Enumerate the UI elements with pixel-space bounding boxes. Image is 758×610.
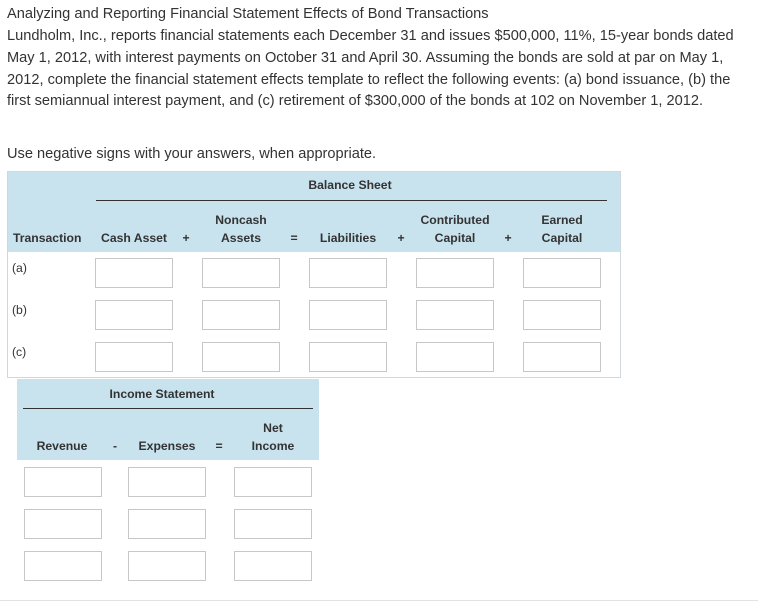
expenses-input-b[interactable] <box>128 509 206 539</box>
revenue-input-a[interactable] <box>24 467 102 497</box>
plus-sign: + <box>182 231 190 245</box>
contributed-capital-input-c[interactable] <box>416 342 494 372</box>
revenue-input-b[interactable] <box>24 509 102 539</box>
net-income-input-b[interactable] <box>234 509 312 539</box>
liabilities-input-a[interactable] <box>309 258 387 288</box>
cash-asset-input-b[interactable] <box>95 300 173 330</box>
income-statement-title: Income Statement <box>109 387 215 401</box>
col-noncash-line2: Assets <box>221 231 261 245</box>
liabilities-input-b[interactable] <box>309 300 387 330</box>
col-expenses: Expenses <box>138 439 196 453</box>
col-net-line2: Income <box>251 439 295 453</box>
net-income-input-a[interactable] <box>234 467 312 497</box>
expenses-input-a[interactable] <box>128 467 206 497</box>
earned-capital-input-b[interactable] <box>523 300 601 330</box>
col-noncash-line1: Noncash <box>215 213 267 227</box>
plus-sign: + <box>397 231 405 245</box>
problem-description: Lundholm, Inc., reports financial statements each December 31 and issues $500,000, 11%, 15-year bonds dated May 1, 2012, with interest payments on October 31 and April 30. Assuming the bonds are sold at par on May 1, 2012, complete the financial statement effects template to reflect the following events: (a) bond issuance, (b) the first semiannual interest payment, and (c) retirement of $300,000 of the bonds at 102 on November 1, 2012. <box>7 28 734 110</box>
equals-sign: = <box>215 439 223 453</box>
col-liabilities: Liabilities <box>319 231 377 245</box>
row-label-c: (c) <box>12 345 27 359</box>
problem-title: Analyzing and Reporting Financial Statement Effects of Bond Transactions <box>7 6 489 22</box>
col-earned-line2: Capital <box>541 231 583 245</box>
income-statement-header <box>17 379 319 460</box>
col-cash-asset: Cash Asset <box>101 231 167 245</box>
income-statement-table <box>17 379 319 587</box>
earned-capital-input-a[interactable] <box>523 258 601 288</box>
instruction-text: Use negative signs with your answers, when appropriate. <box>7 146 377 162</box>
balance-sheet-table <box>7 171 621 378</box>
row-label-a: (a) <box>12 261 27 275</box>
net-income-input-c[interactable] <box>234 551 312 581</box>
liabilities-input-c[interactable] <box>309 342 387 372</box>
row-label-b: (b) <box>12 303 27 317</box>
plus-sign: + <box>504 231 512 245</box>
contributed-capital-input-b[interactable] <box>416 300 494 330</box>
minus-sign: - <box>112 439 118 453</box>
col-contributed-line1: Contributed <box>420 213 490 227</box>
header-divider <box>23 408 313 409</box>
contributed-capital-input-a[interactable] <box>416 258 494 288</box>
col-earned-line1: Earned <box>541 213 583 227</box>
noncash-assets-input-a[interactable] <box>202 258 280 288</box>
noncash-assets-input-b[interactable] <box>202 300 280 330</box>
col-contributed-line2: Capital <box>434 231 476 245</box>
col-transaction: Transaction <box>13 231 82 245</box>
cash-asset-input-c[interactable] <box>95 342 173 372</box>
earned-capital-input-c[interactable] <box>523 342 601 372</box>
page-divider <box>0 600 758 601</box>
balance-sheet-header <box>8 172 620 252</box>
col-net-line1: Net <box>263 421 283 435</box>
header-divider <box>96 200 607 201</box>
revenue-input-c[interactable] <box>24 551 102 581</box>
expenses-input-c[interactable] <box>128 551 206 581</box>
equals-sign: = <box>290 231 298 245</box>
cash-asset-input-a[interactable] <box>95 258 173 288</box>
col-revenue: Revenue <box>36 439 88 453</box>
noncash-assets-input-c[interactable] <box>202 342 280 372</box>
balance-sheet-title: Balance Sheet <box>308 178 392 192</box>
